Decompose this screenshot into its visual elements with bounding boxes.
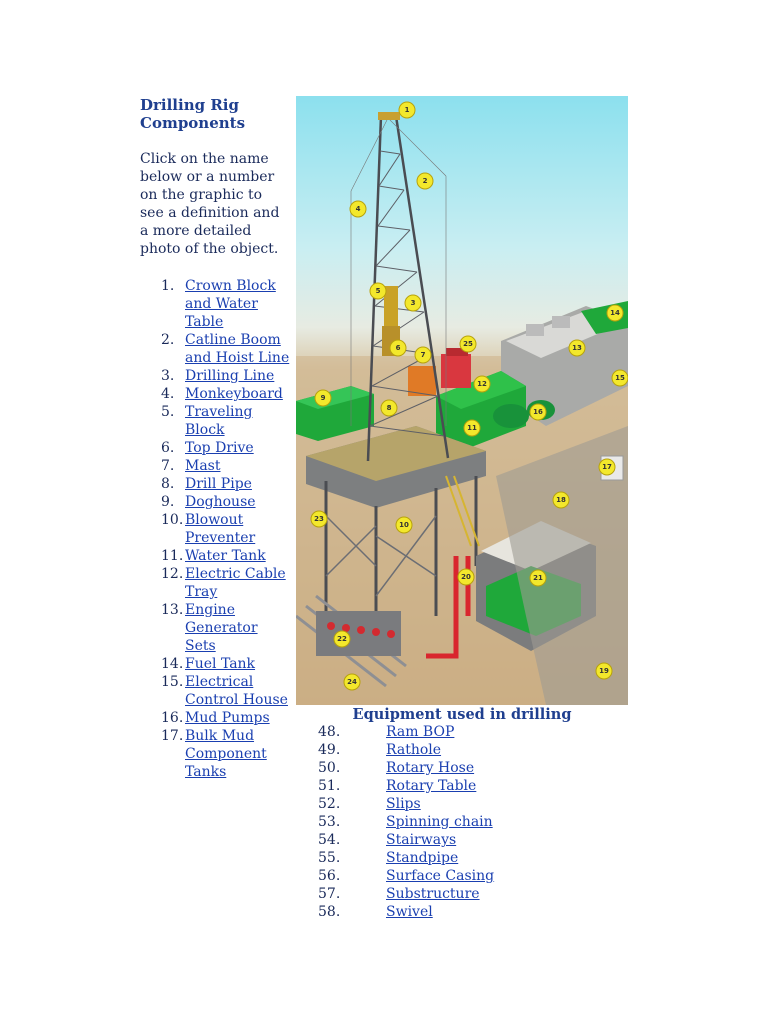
- components-list: [140, 277, 290, 781]
- list-item: [140, 601, 290, 655]
- list-item: [318, 777, 618, 795]
- page-heading: Drilling Rig Components: [140, 96, 246, 132]
- svg-text:8: 8: [386, 404, 392, 412]
- item-number: 56.: [318, 868, 341, 884]
- equipment-link-rotary-hose[interactable]: Rotary Hose: [386, 760, 475, 776]
- marker-9[interactable]: [315, 390, 331, 406]
- marker-18[interactable]: [553, 492, 569, 508]
- item-number: 57.: [318, 886, 341, 902]
- component-link-monkeyboard[interactable]: Monkeyboard: [185, 386, 283, 402]
- svg-text:4: 4: [355, 205, 361, 213]
- item-number: 49.: [318, 742, 341, 758]
- list-item: [318, 867, 618, 885]
- svg-text:21: 21: [533, 574, 543, 582]
- list-item: [140, 439, 290, 457]
- item-number: 53.: [318, 814, 341, 830]
- list-item: [140, 511, 290, 547]
- list-item: [318, 831, 618, 849]
- svg-text:9: 9: [320, 394, 326, 402]
- item-number: 54.: [318, 832, 341, 848]
- equipment-link-rotary-table[interactable]: Rotary Table: [386, 778, 477, 794]
- item-number: 1.: [161, 278, 175, 294]
- list-item: [140, 565, 290, 601]
- marker-23[interactable]: [311, 511, 327, 527]
- marker-16[interactable]: [530, 404, 546, 420]
- component-link-mud-pumps[interactable]: Mud Pumps: [185, 710, 270, 726]
- component-link-doghouse[interactable]: Doghouse: [185, 494, 256, 510]
- svg-text:1: 1: [404, 106, 410, 114]
- component-link-water-tank[interactable]: Water Tank: [185, 548, 266, 564]
- marker-21[interactable]: [530, 570, 546, 586]
- equipment-link-ram-bop[interactable]: Ram BOP: [386, 724, 455, 740]
- item-number: 11.: [161, 548, 184, 564]
- equipment-list: [318, 723, 618, 921]
- marker-19[interactable]: [596, 663, 612, 679]
- svg-text:15: 15: [615, 374, 625, 382]
- item-number: 17.: [161, 728, 184, 744]
- marker-2[interactable]: [417, 173, 433, 189]
- svg-text:23: 23: [314, 515, 324, 523]
- svg-text:17: 17: [602, 463, 612, 471]
- item-number: 14.: [161, 656, 184, 672]
- marker-24[interactable]: [344, 674, 360, 690]
- item-number: 4.: [161, 386, 175, 402]
- item-number: 12.: [161, 566, 184, 582]
- list-item: [318, 795, 618, 813]
- svg-text:14: 14: [610, 309, 620, 317]
- list-item: [318, 903, 618, 921]
- marker-7[interactable]: [415, 347, 431, 363]
- component-link-top-drive[interactable]: Top Drive: [185, 440, 254, 456]
- component-link-fuel-tank[interactable]: Fuel Tank: [185, 656, 256, 672]
- item-number: 10.: [161, 512, 184, 528]
- marker-15[interactable]: [612, 370, 628, 386]
- item-number: 5.: [161, 404, 175, 420]
- item-number: 3.: [161, 368, 175, 384]
- equipment-link-substructure[interactable]: Substructure: [386, 886, 480, 902]
- item-number: 8.: [161, 476, 175, 492]
- svg-text:19: 19: [599, 667, 609, 675]
- component-link-crown-block[interactable]: Crown Block and Water Table: [185, 278, 276, 330]
- component-link-mast[interactable]: Mast: [185, 458, 221, 474]
- list-item: [140, 367, 290, 385]
- equipment-link-surface-casing[interactable]: Surface Casing: [386, 868, 495, 884]
- list-item: [318, 741, 618, 759]
- list-item: [140, 331, 290, 367]
- svg-text:20: 20: [461, 573, 471, 581]
- list-item: [140, 403, 290, 439]
- marker-12[interactable]: [474, 376, 490, 392]
- list-item: [140, 655, 290, 673]
- equipment-link-swivel[interactable]: Swivel: [386, 904, 433, 920]
- item-number: 15.: [161, 674, 184, 690]
- equipment-link-slips[interactable]: Slips: [386, 796, 421, 812]
- svg-text:10: 10: [399, 521, 409, 529]
- item-number: 6.: [161, 440, 175, 456]
- svg-text:12: 12: [477, 380, 487, 388]
- list-item: [140, 457, 290, 475]
- list-item: [140, 673, 290, 709]
- svg-text:7: 7: [420, 351, 426, 359]
- list-item: [318, 723, 618, 741]
- illustration-caption: Equipment used in drilling: [352, 706, 572, 723]
- component-link-drill-pipe[interactable]: Drill Pipe: [185, 476, 252, 492]
- list-item: [140, 493, 290, 511]
- list-item: [318, 849, 618, 867]
- marker-25[interactable]: [460, 336, 476, 352]
- marker-22[interactable]: [334, 631, 350, 647]
- marker-5[interactable]: [370, 283, 386, 299]
- item-number: 16.: [161, 710, 184, 726]
- svg-text:13: 13: [572, 344, 582, 352]
- list-item: [140, 547, 290, 565]
- item-number: 50.: [318, 760, 341, 776]
- component-link-engine-generator-sets[interactable]: Engine Generator Sets: [185, 602, 258, 654]
- item-number: 48.: [318, 724, 341, 740]
- svg-text:5: 5: [375, 287, 381, 295]
- item-number: 7.: [161, 458, 175, 474]
- svg-text:11: 11: [467, 424, 477, 432]
- marker-8[interactable]: [381, 400, 397, 416]
- marker-6[interactable]: [390, 340, 406, 356]
- component-link-drilling-line[interactable]: Drilling Line: [185, 368, 275, 384]
- list-item: [140, 475, 290, 493]
- svg-text:6: 6: [395, 344, 401, 352]
- svg-text:25: 25: [463, 340, 473, 348]
- item-number: 58.: [318, 904, 341, 920]
- marker-10[interactable]: [396, 517, 412, 533]
- marker-3[interactable]: [405, 295, 421, 311]
- svg-text:18: 18: [556, 496, 566, 504]
- component-link-electrical-control-house[interactable]: Electrical Control House: [185, 674, 288, 708]
- component-link-catline-boom[interactable]: Catline Boom and Hoist Line: [185, 332, 290, 366]
- svg-text:3: 3: [410, 299, 416, 307]
- equipment-link-spinning-chain[interactable]: Spinning chain: [386, 814, 493, 830]
- list-item: [140, 385, 290, 403]
- list-item: [140, 709, 290, 727]
- item-number: 51.: [318, 778, 341, 794]
- component-link-traveling-block[interactable]: Traveling Block: [185, 404, 253, 438]
- list-item: [318, 885, 618, 903]
- equipment-link-rathole[interactable]: Rathole: [386, 742, 442, 758]
- svg-text:22: 22: [337, 635, 347, 643]
- component-link-blowout-preventer[interactable]: Blowout Preventer: [185, 512, 256, 546]
- item-number: 52.: [318, 796, 341, 812]
- drilling-rig-illustration[interactable]: [296, 96, 628, 705]
- marker-17[interactable]: [599, 459, 615, 475]
- svg-text:24: 24: [347, 678, 357, 686]
- item-number: 9.: [161, 494, 175, 510]
- list-item: [140, 277, 290, 331]
- marker-1[interactable]: [399, 102, 415, 118]
- marker-14[interactable]: [607, 305, 623, 321]
- item-number: 13.: [161, 602, 184, 618]
- item-number: 2.: [161, 332, 175, 348]
- marker-13[interactable]: [569, 340, 585, 356]
- component-link-bulk-mud-tanks[interactable]: Bulk Mud Component Tanks: [185, 728, 267, 780]
- marker-20[interactable]: [458, 569, 474, 585]
- list-item: [318, 813, 618, 831]
- marker-4[interactable]: [350, 201, 366, 217]
- marker-11[interactable]: [464, 420, 480, 436]
- equipment-link-stairways[interactable]: Stairways: [386, 832, 457, 848]
- component-link-electric-cable-tray[interactable]: Electric Cable Tray: [185, 566, 286, 600]
- item-number: 55.: [318, 850, 341, 866]
- list-item: [140, 727, 290, 781]
- equipment-link-standpipe[interactable]: Standpipe: [386, 850, 459, 866]
- list-item: [318, 759, 618, 777]
- intro-text: Click on the name below or a number on the graphic to see a definition and a more detailed photo of the object.: [140, 151, 280, 257]
- svg-text:16: 16: [533, 408, 543, 416]
- svg-text:2: 2: [422, 177, 428, 185]
